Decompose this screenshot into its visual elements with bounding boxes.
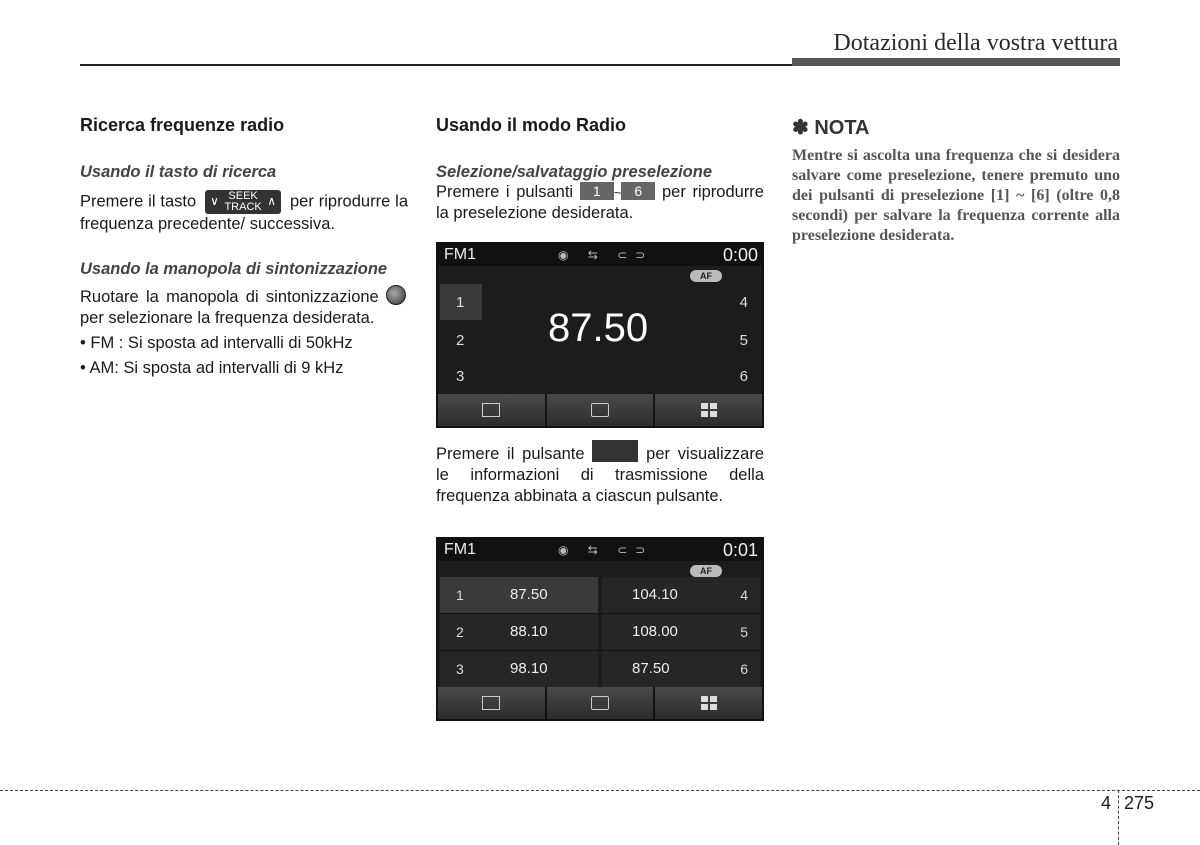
seek-label: SEEK <box>228 190 258 202</box>
chevron-down-icon: ∨ <box>210 194 219 208</box>
radio-scan-icon <box>591 403 609 417</box>
preset-row[interactable] <box>440 614 598 651</box>
band-label: FM1 <box>444 246 476 263</box>
chapter-number: 4 <box>1101 793 1112 813</box>
note-title: ✽ NOTA <box>792 117 870 139</box>
radio-screen-preset-list <box>436 537 764 721</box>
seek-paragraph <box>80 190 408 235</box>
preset-list-right <box>602 577 760 689</box>
tuning-knob-icon <box>386 285 406 305</box>
subheading-seek: Usando il tasto di ricerca <box>80 163 277 181</box>
grid-icon <box>701 696 717 710</box>
screen-toolbar <box>438 687 762 719</box>
menu-button[interactable] <box>655 687 762 719</box>
screen-toolbar <box>438 394 762 426</box>
seek-text-before: Premere il tasto <box>80 192 197 211</box>
seek-track-button-icon <box>205 190 281 214</box>
info-button[interactable] <box>438 394 545 426</box>
preset-paragraph <box>436 182 764 224</box>
preset-number: 1 <box>456 587 464 603</box>
menu-button[interactable] <box>655 394 762 426</box>
seek-text-after: per riprodurre la frequenza precedente/ successiva. <box>80 192 408 233</box>
preset-number[interactable]: 1 <box>456 294 465 311</box>
preset-key-6: 6 <box>621 182 655 200</box>
preset-text-after: per riprodurre la preselezione desiderata. <box>436 183 764 222</box>
info-button-icon <box>592 440 638 462</box>
info-text-after: per visualizzare le informazioni di trasmissione della frequenza abbinata a ciascun pulsante. <box>436 445 764 505</box>
track-label: TRACK <box>224 201 262 213</box>
footer-vertical-divider <box>1118 790 1119 845</box>
status-bar <box>438 244 762 266</box>
bullet-am: • AM: Si sposta ad intervalli di 9 kHz <box>80 359 344 377</box>
preset-row[interactable] <box>440 577 598 614</box>
radio-scan-icon <box>591 696 609 710</box>
info-text-before: Premere il pulsante <box>436 445 585 463</box>
header-rule <box>80 64 792 66</box>
preset-text-before: Premere i pulsanti <box>436 183 574 201</box>
preset-list-left <box>440 577 598 689</box>
subheading-knob: Usando la manopola di sintonizzazione <box>80 260 388 278</box>
preset-frequency: 104.10 <box>632 586 678 603</box>
bullet-fm: • FM : Si sposta ad intervalli di 50kHz <box>80 334 353 352</box>
status-bar <box>438 539 762 561</box>
knob-text-before: Ruotare la manopola di sintonizzazione <box>80 288 379 306</box>
status-icons: ◉ ⇆ ⊂⊃ <box>558 248 654 262</box>
preset-number[interactable]: 4 <box>739 294 748 311</box>
preset-number: 5 <box>740 624 748 640</box>
preset-number[interactable]: 6 <box>739 368 748 385</box>
band-label: FM1 <box>444 541 476 558</box>
page-number: 275 <box>1124 793 1155 813</box>
preset-number: 2 <box>456 624 464 640</box>
preset-row[interactable] <box>602 614 760 651</box>
preset-frequency: 108.00 <box>632 623 678 640</box>
footer-divider <box>0 790 1200 791</box>
af-badge: AF <box>690 270 722 282</box>
preset-row[interactable] <box>602 651 760 688</box>
current-frequency: 87.50 <box>548 306 649 350</box>
preset-row[interactable] <box>602 577 760 614</box>
preset-row[interactable] <box>440 651 598 688</box>
scan-button[interactable] <box>547 394 654 426</box>
note-box <box>792 115 1120 246</box>
note-body: Mentre si ascolta una frequenza che si desidera salvare come preselezione, tenere premuto uno dei pulsanti di preselezione [1] ~ [6] (oltre 0,8 secondi) per salvare la frequenza corrente alla preselezione desiderata. <box>792 147 1120 244</box>
section-heading: Ricerca frequenze radio <box>80 115 285 135</box>
tilde: ~ <box>613 185 622 200</box>
preset-frequency: 87.50 <box>632 660 670 677</box>
preset-number[interactable]: 2 <box>456 332 465 349</box>
page-header-title: Dotazioni della vostra vettura <box>833 30 1118 56</box>
preset-number: 4 <box>740 587 748 603</box>
info-paragraph <box>436 440 764 507</box>
column-radio-mode <box>436 115 764 224</box>
knob-text-after: per selezionare la frequenza desiderata. <box>80 309 375 327</box>
knob-paragraph <box>80 285 408 329</box>
preset-number: 6 <box>740 661 748 677</box>
radio-info-icon <box>482 403 500 417</box>
scan-button[interactable] <box>547 687 654 719</box>
preset-number: 3 <box>456 661 464 677</box>
preset-frequency: 87.50 <box>510 586 548 603</box>
section-heading: Usando il modo Radio <box>436 115 627 135</box>
preset-key-1: 1 <box>580 182 614 200</box>
grid-icon <box>701 403 717 417</box>
radio-screen-frequency <box>436 242 764 428</box>
preset-number[interactable]: 3 <box>456 368 465 385</box>
preset-frequency: 88.10 <box>510 623 548 640</box>
info-button[interactable] <box>438 687 545 719</box>
af-badge: AF <box>690 565 722 577</box>
column-radio-search <box>80 115 408 379</box>
preset-number[interactable]: 5 <box>739 332 748 349</box>
radio-info-icon <box>482 696 500 710</box>
status-icons: ◉ ⇆ ⊂⊃ <box>558 543 654 557</box>
chevron-up-icon: ∧ <box>267 194 277 208</box>
subheading-presets: Selezione/salvataggio preselezione <box>436 163 713 181</box>
clock: 0:00 <box>722 245 758 265</box>
header-bar <box>792 58 1120 66</box>
clock: 0:01 <box>722 540 758 560</box>
preset-frequency: 98.10 <box>510 660 548 677</box>
